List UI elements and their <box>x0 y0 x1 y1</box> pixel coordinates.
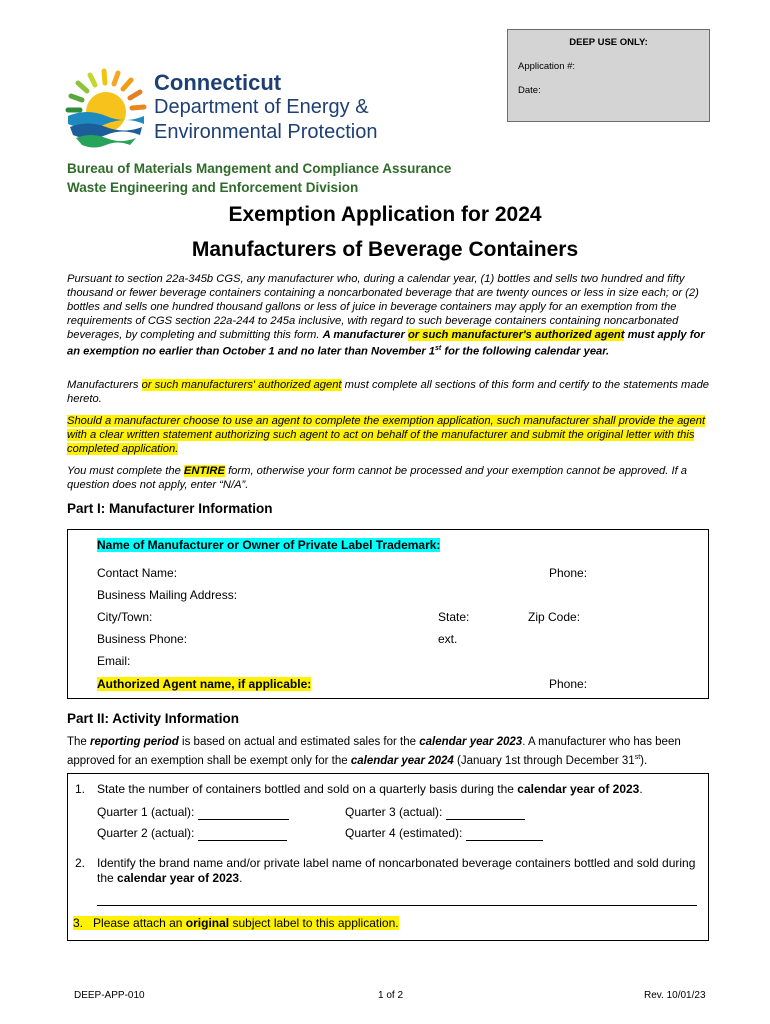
org-name-line2: Department of Energy & <box>154 96 369 118</box>
mailing-address-field[interactable]: Business Mailing Address: <box>97 588 238 602</box>
bureau-name: Bureau of Materials Mangement and Compliance Assurance <box>67 161 452 176</box>
intro-sup: st <box>435 345 442 353</box>
intro-paragraph-1 <box>67 272 717 359</box>
agent-name-field[interactable] <box>97 677 311 691</box>
rp-text-h: ). <box>640 754 648 767</box>
rp-sup: st <box>634 754 641 761</box>
p4-text-b: form, otherwise your form cannot be processed and your exemption cannot be approved. If a question does not apply, enter “N/A”. <box>67 465 688 492</box>
quarter1-line[interactable] <box>198 805 289 820</box>
rp-text-a: The <box>67 736 87 748</box>
quarter3-field[interactable] <box>345 805 525 820</box>
agent-name-label: Authorized Agent name, if applicable: <box>97 677 312 691</box>
quarter1-field[interactable] <box>97 805 289 820</box>
q3-bold: original <box>185 916 230 930</box>
rp-text-c: is based on actual and estimated sales for the <box>182 736 417 748</box>
deep-use-title: DEEP USE ONLY: <box>569 37 648 48</box>
rp-bold-d: calendar year 2023 <box>419 736 523 748</box>
p2-highlight: or such manufacturers' authorized agent <box>141 379 342 391</box>
agent-phone-field[interactable]: Phone: <box>549 677 588 691</box>
quarter4-label: Quarter 4 (estimated): <box>345 826 463 840</box>
page-number: 1 of 2 <box>378 990 404 1001</box>
org-name-line1: Connecticut <box>154 70 282 95</box>
p2-text-b: must complete all sections of this form and certify to the statements made hereto. <box>67 379 710 406</box>
q2-number: 2. <box>75 856 86 870</box>
quarter2-line[interactable] <box>198 826 287 841</box>
brand-name-line[interactable] <box>97 904 697 906</box>
rp-bold-f: calendar year 2024 <box>350 754 454 767</box>
rp-text-g: (January 1st through December 31 <box>457 754 635 767</box>
q1-text: State the number of containers bottled and sold on a quarterly basis during the <box>97 782 514 796</box>
q1-end: . <box>639 782 643 796</box>
application-number-field[interactable]: Application #: <box>518 61 576 72</box>
quarter2-field[interactable] <box>97 826 287 841</box>
manufacturer-name-field[interactable] <box>97 538 440 552</box>
page-subtitle: Manufacturers of Beverage Containers <box>191 238 579 261</box>
q2-bold: calendar year of 2023 <box>117 871 240 885</box>
extension-field[interactable]: ext. <box>438 632 458 646</box>
bureau-heading <box>67 159 451 197</box>
intro-bold-c: for the following calendar year. <box>444 346 610 359</box>
intro-paragraph-2 <box>67 378 717 406</box>
q2-end: . <box>239 871 243 885</box>
part2-heading: Part II: Activity Information <box>67 711 240 726</box>
q3-question <box>73 916 399 930</box>
q3-highlight <box>73 916 399 930</box>
activity-info-box <box>67 773 709 941</box>
contact-phone-field[interactable]: Phone: <box>549 566 588 580</box>
p4-text-a: You must complete the <box>67 465 181 477</box>
rp-text-e: . A manufacturer who has been approved for an exemption shall be exempt only for the <box>67 736 681 767</box>
intro-bold-a: A manufacturer <box>322 329 405 342</box>
rp-bold-b: reporting period <box>90 736 179 748</box>
form-code: DEEP-APP-010 <box>74 990 145 1001</box>
quarter4-field[interactable] <box>345 826 543 841</box>
q3-text-a: Please attach an <box>93 916 183 930</box>
q3-number: 3. <box>73 916 84 930</box>
manufacturer-name-label: Name of Manufacturer or Owner of Private Label Trademark: <box>97 538 441 552</box>
intro-paragraph-4 <box>67 464 717 492</box>
quarter3-line[interactable] <box>446 805 525 820</box>
deep-use-box <box>507 29 710 122</box>
quarter4-line[interactable] <box>466 826 543 841</box>
intro-paragraph-3 <box>67 414 717 456</box>
q1-number: 1. <box>75 782 86 796</box>
quarter3-label: Quarter 3 (actual): <box>345 805 443 819</box>
reporting-period-paragraph <box>67 735 717 769</box>
q2-question <box>97 856 697 886</box>
deep-sun-logo-icon <box>64 66 150 148</box>
q2-text: Identify the brand name and/or private label name of noncarbonated beverage containers bottled and sold during the <box>97 856 696 885</box>
intro-text: Pursuant to section 22a-345b CGS, any manufacturer who, during a calendar year, (1) bottles and sells two hundred and fifty thousand or fewer beverage containers containing a noncarbonated beverage that are twenty ounces or less in size each; or (2) bottles and sells one hundred thousand gallons or less of juice in beverage containers may apply for an exemption from the requirements of CGS section 22a-244 to 245a inclusive, with regard to such beverage containers containing noncarbonated beverages, by completing and submitting this form. <box>67 273 699 342</box>
quarter2-label: Quarter 2 (actual): <box>97 826 195 840</box>
q1-question <box>97 782 697 796</box>
business-phone-field[interactable]: Business Phone: <box>97 632 188 646</box>
p4-entire: ENTIRE <box>183 465 225 477</box>
manufacturer-info-box <box>67 529 709 699</box>
quarter1-label: Quarter 1 (actual): <box>97 805 195 819</box>
email-field[interactable]: Email: <box>97 654 131 668</box>
division-name: Waste Engineering and Enforcement Division <box>67 180 359 195</box>
q3-text-b: subject label to this application. <box>232 916 399 930</box>
revision-date: Rev. 10/01/23 <box>644 990 706 1001</box>
city-field[interactable]: City/Town: <box>97 610 153 624</box>
org-name-line3: Environmental Protection <box>154 121 378 143</box>
page-title: Exemption Application for 2024 <box>228 203 542 226</box>
contact-name-field[interactable]: Contact Name: <box>97 566 178 580</box>
part1-heading: Part I: Manufacturer Information <box>67 501 273 516</box>
p3-highlight: Should a manufacturer choose to use an agent to complete the exemption application, such manufacturer shall provide the agent with a clear written statement authorizing such agent to act on behalf of the manufacturer and submit the original letter with this completed application. <box>67 415 706 456</box>
date-field[interactable]: Date: <box>518 85 541 96</box>
intro-highlight: or such manufacturer's authorized agent <box>407 329 625 342</box>
state-field[interactable]: State: <box>438 610 470 624</box>
p2-text-a: Manufacturers <box>67 379 139 391</box>
intro-bold-b: must apply for an exemption no earlier than October 1 and no later than November 1 <box>67 329 705 359</box>
zip-code-field[interactable]: Zip Code: <box>528 610 581 624</box>
q1-bold: calendar year of 2023 <box>517 782 640 796</box>
